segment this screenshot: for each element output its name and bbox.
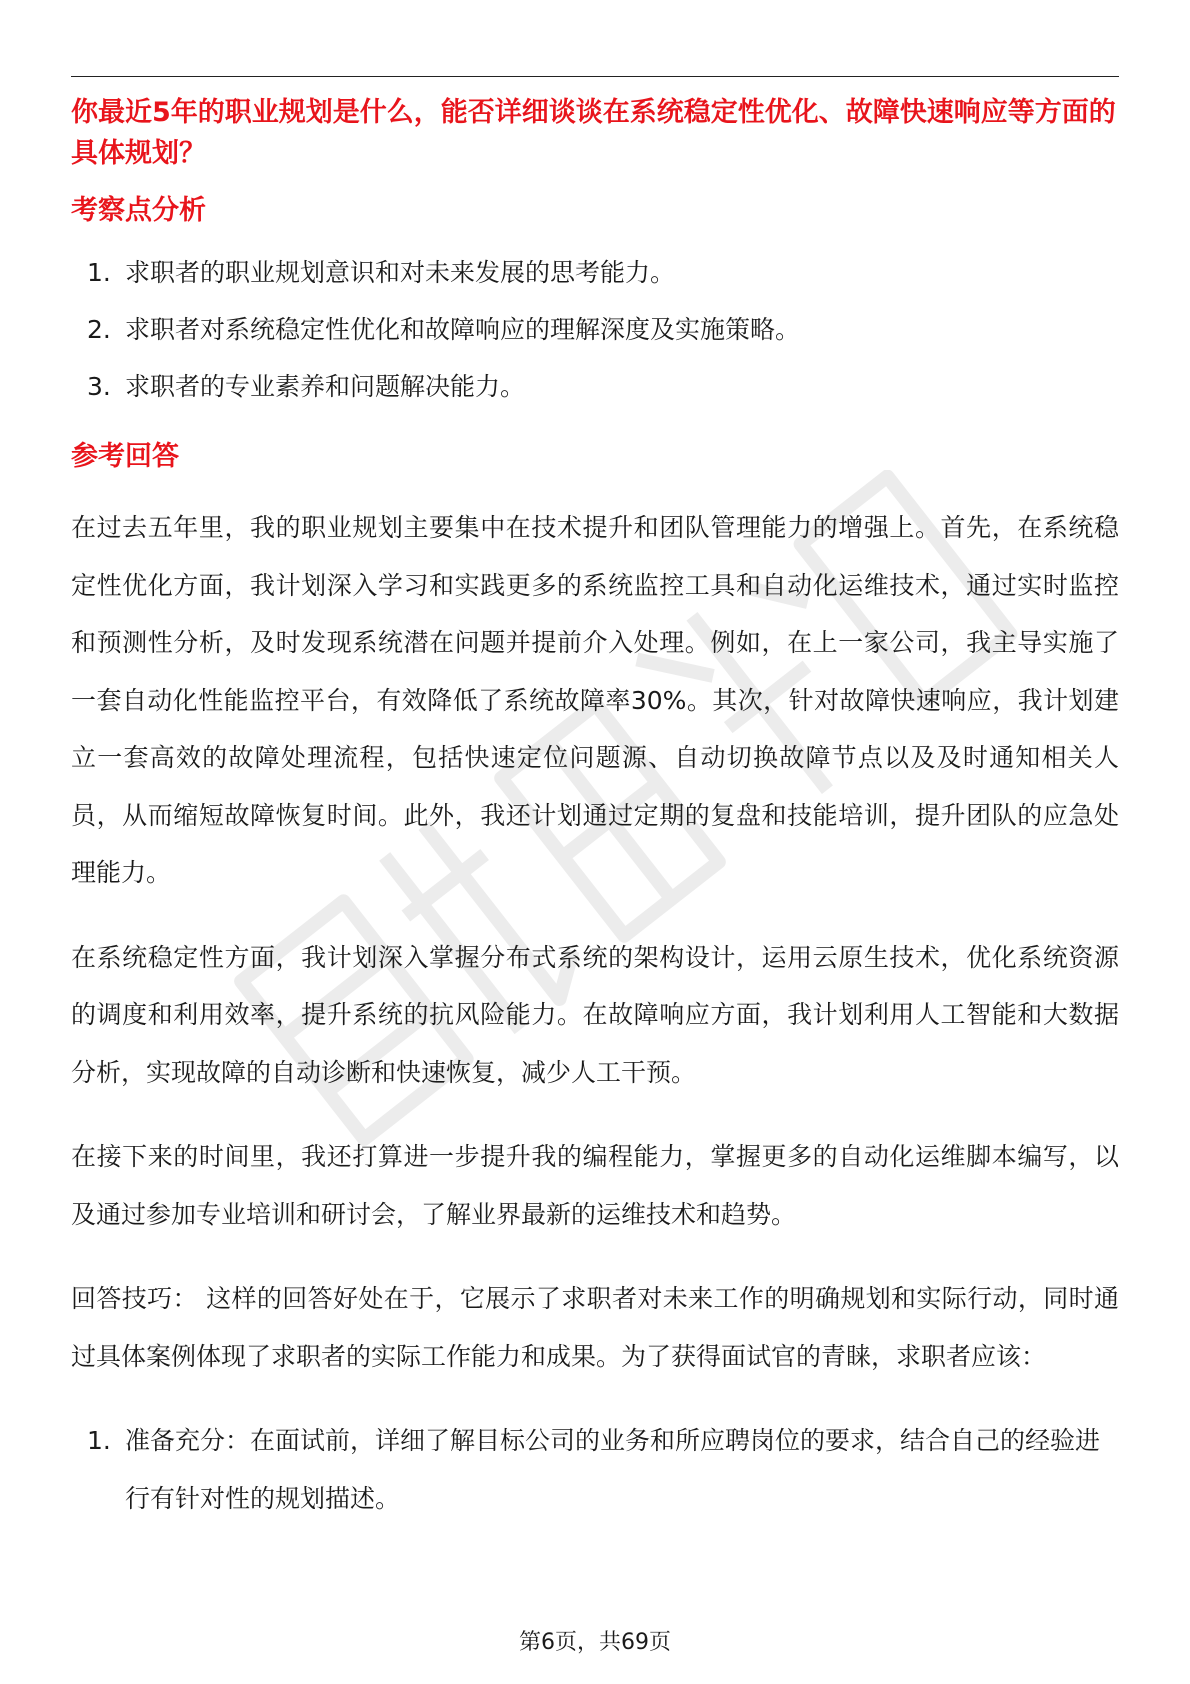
question-title: 你最近5年的职业规划是什么，能否详细谈谈在系统稳定性优化、故障快速响应等方面的具体规划？ (71, 97, 1116, 169)
list-number: 3. (87, 372, 111, 401)
answer-heading: 参考回答 (71, 441, 179, 472)
list-item (71, 253, 1119, 293)
list-item-text: 求职者的专业素养和问题解决能力。 (125, 372, 526, 401)
page-content (71, 92, 1119, 1527)
page-footer: 第6页，共69页 (519, 1630, 671, 1655)
list-item-text: 准备充分：在面试前，详细了解目标公司的业务和所应聘岗位的要求，结合自己的经验进行有针对性的规划描述。 (125, 1426, 1101, 1513)
list-number: 1. (87, 1426, 111, 1455)
list-item (71, 367, 1119, 407)
tips-list (71, 1412, 1119, 1527)
list-item (71, 310, 1119, 350)
analysis-heading: 考察点分析 (71, 195, 206, 226)
analysis-list (71, 253, 1119, 407)
answer-paragraph: 在接下来的时间里，我还打算进一步提升我的编程能力，掌握更多的自动化运维脚本编写，以及通过参加专业培训和研讨会，了解业界最新的运维技术和趋势。 (71, 1142, 1119, 1229)
list-number: 1. (87, 258, 111, 287)
answer-tips-paragraph: 回答技巧： 这样的回答好处在于，它展示了求职者对未来工作的明确规划和实际行动，同时通过具体案例体现了求职者的实际工作能力和成果。为了获得面试官的青睐，求职者应该： (71, 1284, 1119, 1371)
header-rule (71, 76, 1119, 77)
answer-paragraph: 在系统稳定性方面，我计划深入掌握分布式系统的架构设计，运用云原生技术，优化系统资源的调度和利用效率，提升系统的抗风险能力。在故障响应方面，我计划利用人工智能和大数据分析，实现故障的自动诊断和快速恢复，减少人工干预。 (71, 942, 1119, 1087)
list-item (71, 1412, 1119, 1527)
list-item-text: 求职者的职业规划意识和对未来发展的思考能力。 (125, 258, 676, 287)
list-item-text: 求职者对系统稳定性优化和故障响应的理解深度及实施策略。 (125, 315, 801, 344)
answer-paragraph: 在过去五年里，我的职业规划主要集中在技术提升和团队管理能力的增强上。首先，在系统稳定性优化方面，我计划深入学习和实践更多的系统监控工具和自动化运维技术，通过实时监控和预测性分析，及时发现系统潜在问题并提前介入处理。例如，在上一家公司，我主导实施了一套自动化性能监控平台，有效降低了系统故障率30%。其次，针对故障快速响应，我计划建立一套高效的故障处理流程，包括快速定位问题源、自动切换故障节点以及及时通知相关人员，从而缩短故障恢复时间。此外，我还计划通过定期的复盘和技能培训，提升团队的应急处理能力。 (71, 513, 1119, 887)
list-number: 2. (87, 315, 111, 344)
